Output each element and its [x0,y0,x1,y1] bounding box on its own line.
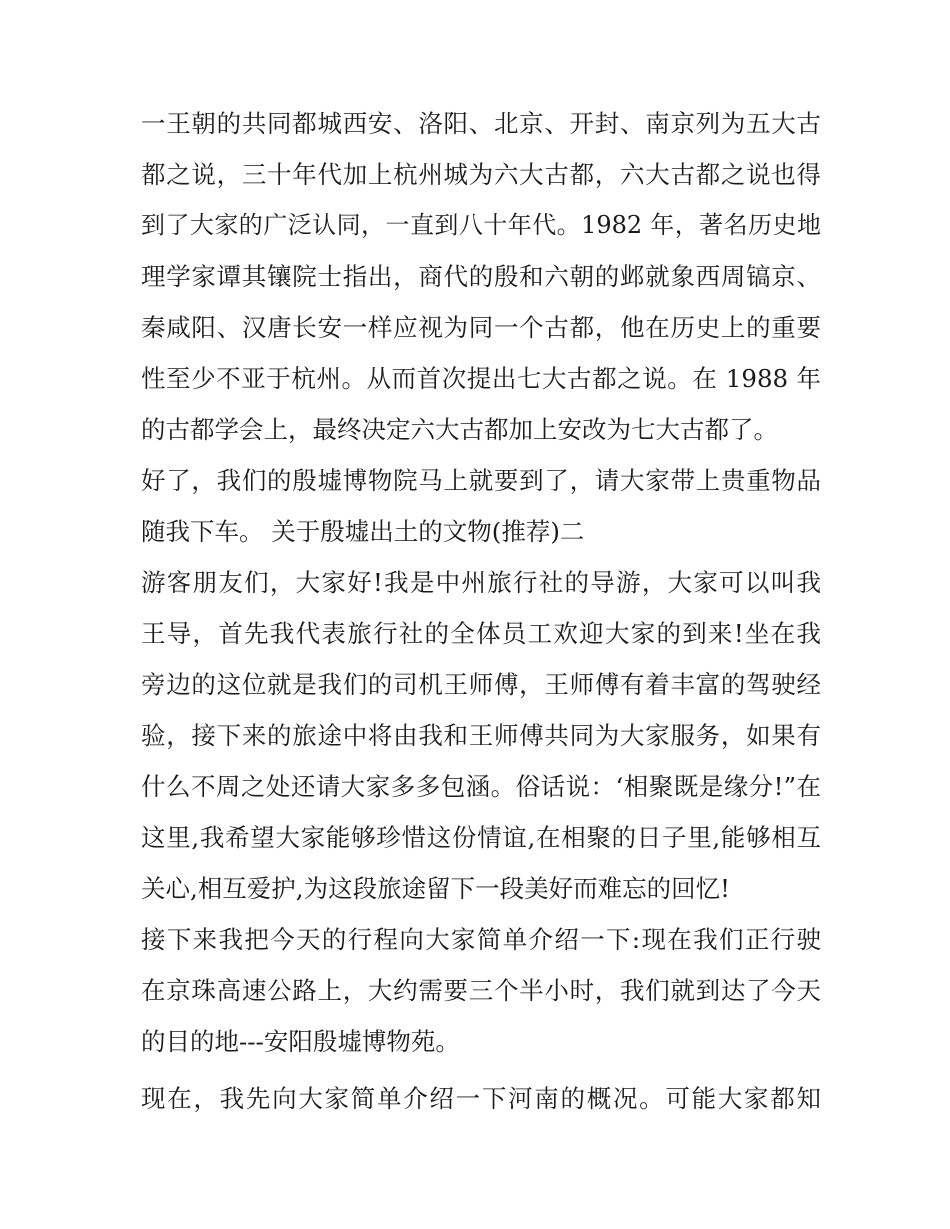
text-line: 验，接下来的旅途中将由我和王师傅共同为大家服务，如果有 [141,721,821,750]
text-line: 的目的地---安阳殷墟博物苑。 [141,1027,460,1056]
document-body [141,98,821,1124]
text-line: 一王朝的共同都城西安、洛阳、北京、开封、南京列为五大古 [141,109,821,138]
text-line: 接下来我把今天的行程向大家简单介绍一下:现在我们正行驶 [141,925,821,954]
text-line: 好了，我们的殷墟博物院马上就要到了，请大家带上贵重物品 [141,466,821,495]
text-line: 随我下车。 关于殷墟出土的文物(推荐)二 [141,517,585,546]
text-line: 理学家谭其镶院士指出，商代的殷和六朝的邺就象西周镐京、 [141,262,821,291]
text-line: 关心,相互爱护,为这段旅途留下一段美好而难忘的回忆! [141,874,730,903]
text-line: 都之说，三十年代加上杭州城为六大古都，六大古都之说也得 [141,160,821,189]
text-line: 到了大家的广泛认同，一直到八十年代。1982 年，著名历史地 [141,211,821,239]
text-line: 现在，我先向大家简单介绍一下河南的概况。可能大家都知 [141,1084,821,1113]
text-line: 旁边的这位就是我们的司机王师傅，王师傅有着丰富的驾驶经 [141,670,821,699]
text-line: 王导，首先我代表旅行社的全体员工欢迎大家的到来!坐在我 [141,619,821,648]
text-line: 什么不周之处还请大家多多包涵。俗话说：‘相聚既是缘分!”在 [141,772,821,801]
text-line: 在京珠高速公路上，大约需要三个半小时，我们就到达了今天 [141,976,821,1005]
text-line: 秦咸阳、汉唐长安一样应视为同一个古都，他在历史上的重要 [141,313,821,342]
text-line: 的古都学会上，最终决定六大古都加上安改为七大古都了。 [141,415,778,444]
text-line: 游客朋友们，大家好!我是中州旅行社的导游，大家可以叫我 [141,568,821,597]
text-line: 这里,我希望大家能够珍惜这份情谊,在相聚的日子里,能够相互 [141,823,821,852]
text-line: 性至少不亚于杭州。从而首次提出七大古都之说。在 1988 年 [141,364,821,393]
